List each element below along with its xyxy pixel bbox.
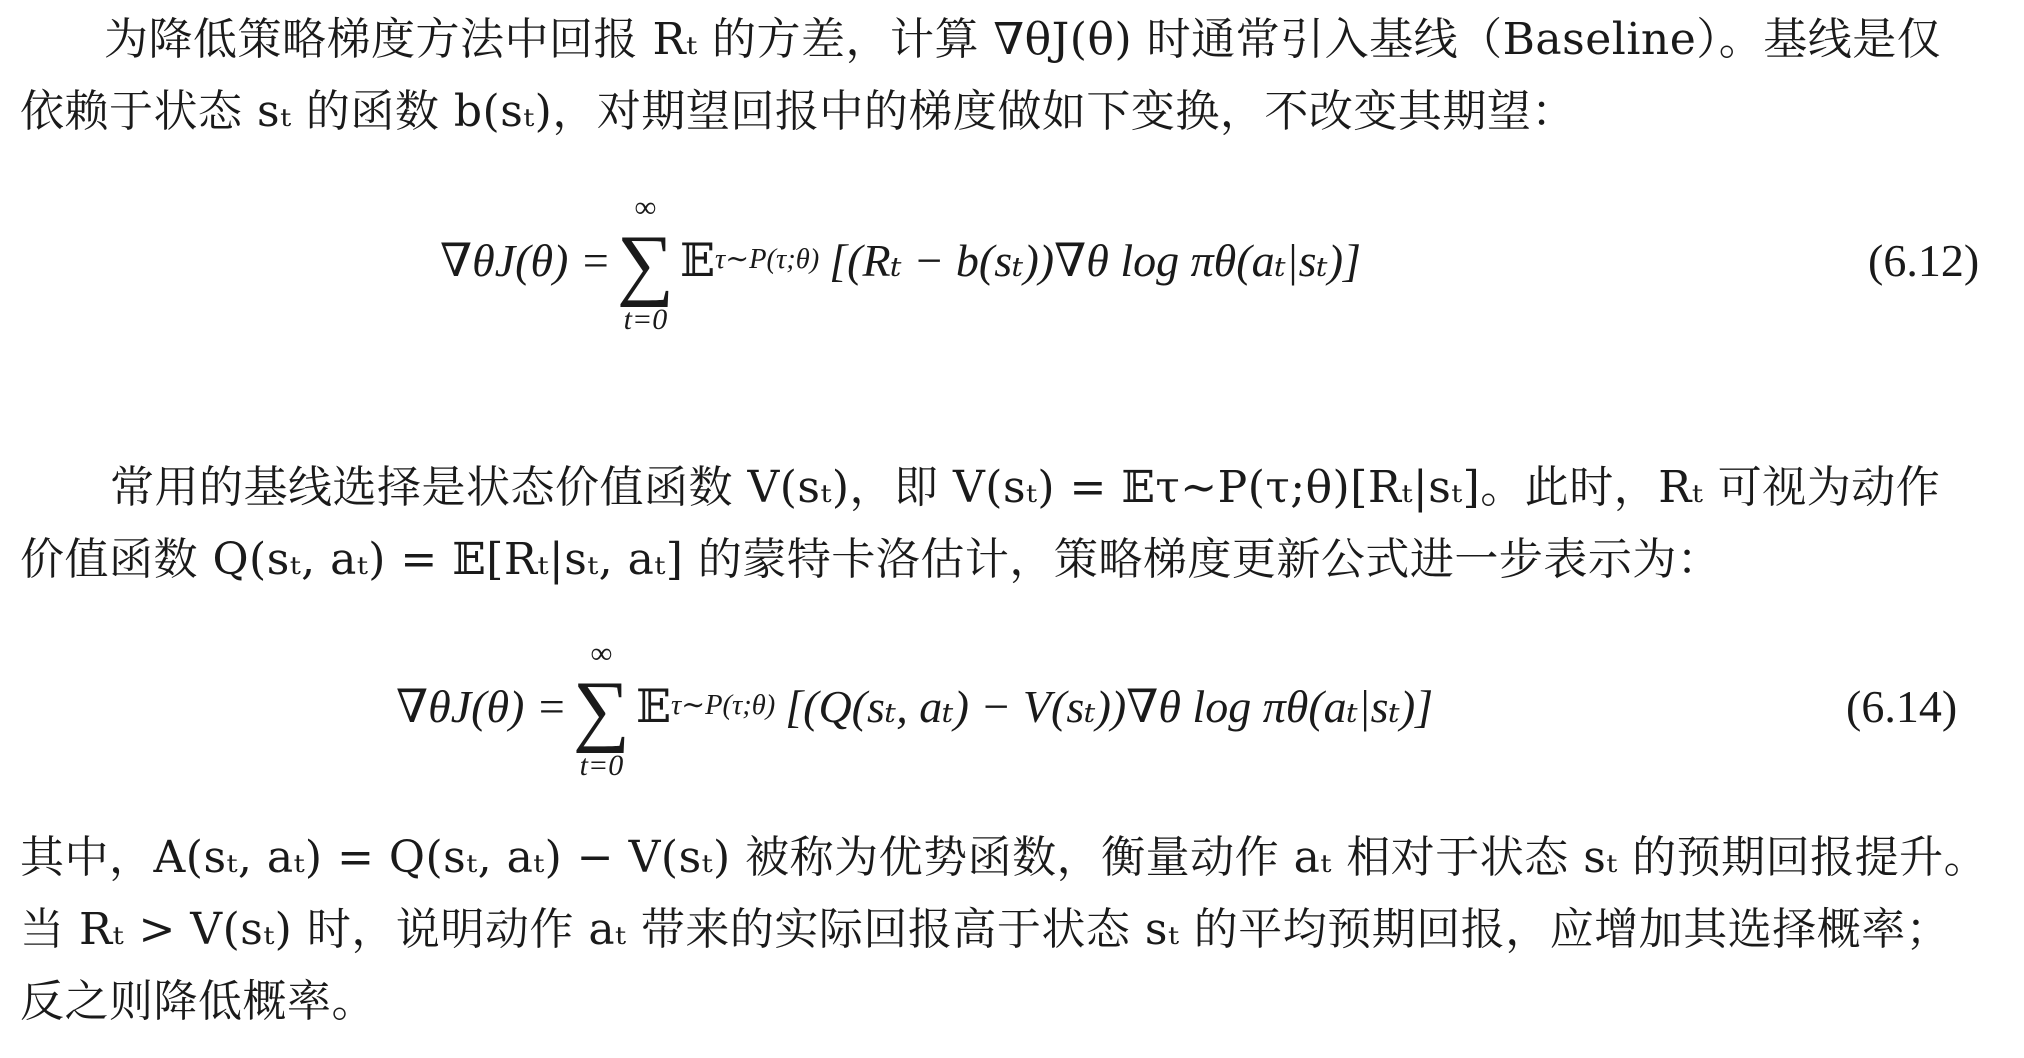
paragraph-state-value-baseline — [20, 452, 2000, 596]
equation-6-14 — [0, 626, 2024, 786]
paragraph-baseline-intro — [20, 4, 2000, 148]
equation-rhs: [(Rₜ − b(sₜ))∇θ log πθ(aₜ|sₜ)] — [829, 235, 1362, 286]
text-line: 价值函数 Q(sₜ, aₜ) = 𝔼[Rₜ|sₜ, aₜ] 的蒙特卡洛估计，策略梯度更新公式进一步表示为： — [20, 534, 1722, 585]
text-line: 为降低策略梯度方法中回报 Rₜ 的方差，计算 ∇θJ(θ) 时通常引入基线（Baseline）。基线是仅 — [104, 14, 1942, 65]
equation-body: ∇θJ(θ) = ∞ ∑ t=0 𝔼 τ∼P(τ;θ) [(Q(sₜ, aₜ) − V(sₜ))∇θ log πθ(aₜ|sₜ)] — [396, 637, 1434, 782]
summation — [617, 192, 674, 336]
sum-lower-limit: t=0 — [579, 749, 624, 782]
equation-6-12 — [0, 180, 2024, 340]
equation-body: ∇θJ(θ) = ∞ ∑ t=0 𝔼 τ∼P(τ;θ) [(Rₜ − b(sₜ))∇θ log πθ(aₜ|sₜ)] — [440, 191, 1362, 336]
paragraph-advantage-function — [20, 822, 2000, 1038]
equation-number: (6.14) — [1846, 680, 1958, 732]
expectation-symbol: 𝔼 — [679, 233, 715, 287]
expectation-symbol: 𝔼 — [635, 679, 671, 733]
equation-lhs: ∇θJ(θ) = — [396, 681, 567, 732]
summation — [573, 638, 630, 782]
equation-lhs: ∇θJ(θ) = — [440, 235, 611, 286]
text-line: 反之则降低概率。 — [20, 976, 376, 1027]
sum-upper-limit: ∞ — [590, 637, 613, 670]
text-line: 其中，A(sₜ, aₜ) = Q(sₜ, aₜ) − V(sₜ) 被称为优势函数，衡量动作 aₜ 相对于状态 sₜ 的预期回报提升。 — [20, 832, 1989, 883]
sum-symbol: ∑ — [616, 220, 674, 308]
sum-symbol: ∑ — [572, 666, 630, 754]
equation-rhs: [(Q(sₜ, aₜ) − V(sₜ))∇θ log πθ(aₜ|sₜ)] — [785, 681, 1434, 732]
text-line: 常用的基线选择是状态价值函数 V(sₜ)，即 V(sₜ) = 𝔼τ∼P(τ;θ)[Rₜ|sₜ]。此时，Rₜ 可视为动作 — [110, 462, 1941, 513]
sum-lower-limit: t=0 — [623, 303, 668, 336]
text-line: 依赖于状态 sₜ 的函数 b(sₜ)，对期望回报中的梯度做如下变换，不改变其期望： — [20, 86, 1576, 137]
sum-upper-limit: ∞ — [634, 191, 657, 224]
equation-number: (6.12) — [1868, 234, 1980, 286]
text-line: 当 Rₜ > V(sₜ) 时，说明动作 aₜ 带来的实际回报高于状态 sₜ 的平均预期回报，应增加其选择概率； — [20, 904, 1951, 955]
